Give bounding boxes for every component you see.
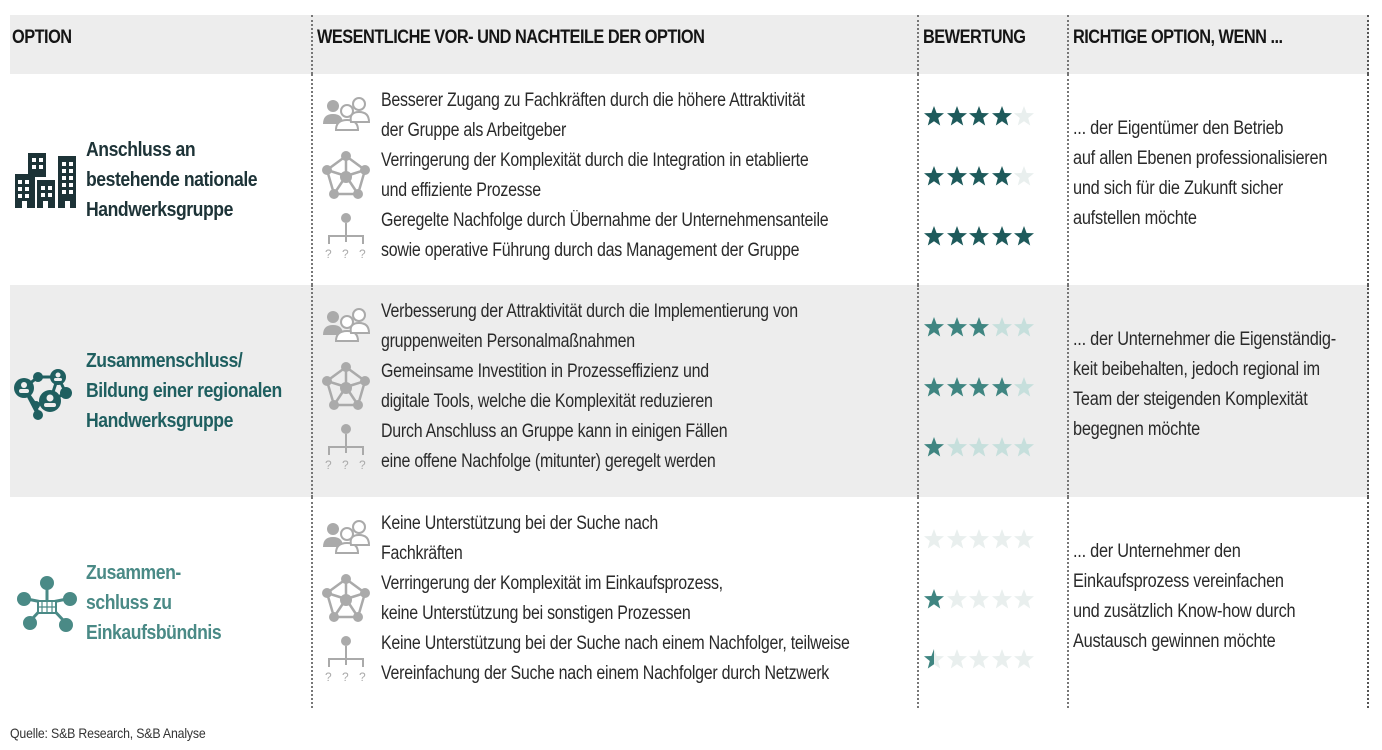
buildings-icon — [12, 150, 82, 210]
star-icon — [991, 316, 1013, 338]
star-icon — [968, 436, 990, 458]
star-rating — [923, 629, 1036, 689]
star-icon — [991, 436, 1013, 458]
header-pros — [311, 15, 917, 74]
when-text-line: aufstellen möchte — [1073, 208, 1197, 229]
when-text-line: und sich für die Zukunft sicher — [1073, 178, 1283, 199]
when-cell — [1067, 285, 1369, 497]
header-option — [10, 15, 311, 74]
option-title-line: Bildung einer regionalen — [86, 380, 282, 402]
when-text-line: auf allen Ebenen professionalisieren — [1073, 148, 1328, 169]
star-icon — [923, 316, 945, 338]
connected-people-icon — [12, 361, 82, 421]
star-icon — [968, 588, 990, 610]
star-icon — [968, 376, 990, 398]
star-icon — [946, 165, 968, 187]
svg-text:?: ? — [359, 247, 366, 261]
svg-text:?: ? — [359, 670, 366, 684]
when-text-line: ... der Unternehmer den — [1073, 541, 1241, 562]
header-pros-label: WESENTLICHE VOR- UND NACHTEILE DER OPTION — [317, 27, 705, 48]
option-title-line: bestehende nationale — [86, 168, 258, 191]
item-text-line: sowie operative Führung durch das Management der Gruppe — [381, 240, 800, 261]
pros-cons-cell — [311, 285, 917, 497]
table-row — [10, 497, 1369, 708]
star-rating — [923, 417, 1036, 477]
star-rating — [923, 86, 1036, 146]
list-item — [321, 146, 914, 206]
header-rating-label: BEWERTUNG — [923, 27, 1026, 48]
item-text-line: Keine Unterstützung bei der Suche nach einem Nachfolger, teilweise — [381, 633, 850, 654]
network-icon — [321, 150, 371, 202]
header-option-label: OPTION — [12, 27, 72, 48]
star-icon — [946, 436, 968, 458]
item-text-line: Verringerung der Komplexität im Einkaufsprozess, — [381, 573, 723, 594]
list-item — [321, 509, 939, 569]
star-icon — [946, 105, 968, 127]
item-text-line: Besserer Zugang zu Fachkräften durch die höhere Attraktivität — [381, 90, 805, 111]
people-icon — [321, 301, 371, 353]
svg-text:?: ? — [325, 670, 332, 684]
pros-cons-cell — [311, 497, 917, 708]
header-when — [1067, 15, 1369, 74]
table-row — [10, 74, 1369, 285]
star-icon — [923, 225, 945, 247]
item-text-line: und effiziente Prozesse — [381, 180, 541, 201]
list-item — [321, 357, 877, 417]
table-row — [10, 285, 1369, 497]
when-text-line: begegnen möchte — [1073, 419, 1200, 440]
list-item — [321, 206, 914, 266]
list-item — [321, 417, 877, 477]
people-icon — [321, 90, 371, 142]
item-text-line: digitale Tools, welche die Komplexität reduzieren — [381, 391, 713, 412]
list-item — [321, 86, 914, 146]
star-icon — [968, 648, 990, 670]
star-icon — [923, 436, 945, 458]
option-title-line: Handwerksgruppe — [86, 410, 233, 432]
header-when-label: RICHTIGE OPTION, WENN ... — [1073, 27, 1283, 48]
star-icon — [991, 225, 1013, 247]
star-icon — [991, 648, 1013, 670]
comparison-table — [10, 15, 1369, 708]
star-icon — [1013, 316, 1035, 338]
option-cell — [10, 285, 311, 497]
item-text-line: Verbesserung der Attraktivität durch die Implementierung von — [381, 301, 798, 322]
option-cell — [10, 74, 311, 285]
star-icon — [1013, 648, 1035, 670]
when-cell — [1067, 497, 1369, 708]
succession-icon — [321, 210, 371, 262]
star-icon — [946, 648, 968, 670]
star-rating — [923, 357, 1036, 417]
star-icon — [968, 225, 990, 247]
star-icon — [946, 316, 968, 338]
star-icon — [946, 225, 968, 247]
list-item — [321, 297, 877, 357]
network-icon — [321, 361, 371, 413]
star-icon — [923, 105, 945, 127]
star-icon — [946, 528, 968, 550]
svg-text:?: ? — [342, 458, 349, 472]
item-text-line: der Gruppe als Arbeitgeber — [381, 120, 567, 141]
when-text-line: ... der Eigentümer den Betrieb — [1073, 118, 1284, 139]
star-icon — [1013, 225, 1035, 247]
star-icon — [1013, 436, 1035, 458]
star-icon — [991, 165, 1013, 187]
star-icon — [923, 528, 945, 550]
option-title-line: Zusammenschluss/ — [86, 350, 243, 372]
when-text-line: ... der Unternehmer die Eigenständig- — [1073, 329, 1336, 350]
pros-cons-cell — [311, 74, 917, 285]
rating-cell — [917, 74, 1067, 285]
star-icon — [946, 376, 968, 398]
star-icon — [991, 528, 1013, 550]
star-icon — [968, 165, 990, 187]
star-icon — [923, 376, 945, 398]
option-title-line: schluss zu — [86, 591, 172, 614]
item-text-line: Vereinfachung der Suche nach einem Nachfolger durch Netzwerk — [381, 663, 829, 684]
list-item — [321, 629, 939, 689]
network-icon — [321, 573, 371, 625]
when-text-line: Austausch gewinnen möchte — [1073, 631, 1276, 652]
item-text-line: Gemeinsame Investition in Prozesseffizienz und — [381, 361, 709, 382]
item-text-line: eine offene Nachfolge (mitunter) geregelt werden — [381, 451, 716, 472]
item-text-line: Fachkräften — [381, 543, 463, 564]
svg-text:?: ? — [325, 458, 332, 472]
item-text-line: Keine Unterstützung bei der Suche nach — [381, 513, 659, 534]
star-icon — [923, 165, 945, 187]
svg-text:?: ? — [325, 247, 332, 261]
list-item — [321, 569, 939, 629]
star-rating — [923, 146, 1036, 206]
option-title — [86, 135, 257, 225]
star-icon — [1013, 376, 1035, 398]
header-rating — [917, 15, 1067, 74]
star-icon — [1013, 528, 1035, 550]
star-rating — [923, 206, 1036, 266]
succession-icon — [321, 421, 371, 473]
item-text-line: gruppenweiten Personalmaßnahmen — [381, 331, 635, 352]
option-cell — [10, 497, 311, 708]
option-title-line: Zusammen- — [86, 561, 181, 584]
svg-text:?: ? — [342, 247, 349, 261]
item-text-line: Durch Anschluss an Gruppe kann in einigen Fällen — [381, 421, 728, 442]
item-text-line: Verringerung der Komplexität durch die Integration in etablierte — [381, 150, 809, 171]
option-title-line: Einkaufsbündnis — [86, 621, 222, 644]
star-icon — [923, 648, 945, 670]
star-icon — [968, 528, 990, 550]
option-title — [86, 558, 221, 648]
star-icon — [968, 105, 990, 127]
svg-text:?: ? — [359, 458, 366, 472]
star-rating — [923, 509, 1036, 569]
rating-cell — [917, 497, 1067, 708]
star-icon — [968, 316, 990, 338]
star-icon — [1013, 588, 1035, 610]
svg-text:?: ? — [342, 670, 349, 684]
star-rating — [923, 569, 1036, 629]
item-text-line: keine Unterstützung bei sonstigen Prozessen — [381, 603, 691, 624]
source-note: Quelle: S&B Research, S&B Analyse — [10, 725, 206, 741]
star-icon — [991, 105, 1013, 127]
when-text-line: Einkaufsprozess vereinfachen — [1073, 571, 1284, 592]
item-text-line: Geregelte Nachfolge durch Übernahme der Unternehmensanteile — [381, 210, 829, 231]
rating-cell — [917, 285, 1067, 497]
when-text-line: Team der steigenden Komplexität — [1073, 389, 1308, 410]
star-icon — [946, 588, 968, 610]
star-rating — [923, 297, 1036, 357]
shopping-basket-network-icon — [12, 573, 82, 633]
succession-icon — [321, 633, 371, 685]
option-title — [86, 346, 282, 436]
when-text-line: und zusätzlich Know-how durch — [1073, 601, 1296, 622]
option-title-line: Handwerksgruppe — [86, 198, 233, 221]
star-icon — [1013, 105, 1035, 127]
star-icon — [991, 376, 1013, 398]
when-text-line: keit beibehalten, jedoch regional im — [1073, 359, 1320, 380]
table-header — [10, 15, 1369, 74]
option-title-line: Anschluss an — [86, 138, 196, 161]
people-icon — [321, 513, 371, 565]
star-icon — [991, 588, 1013, 610]
star-icon — [923, 588, 945, 610]
when-cell — [1067, 74, 1369, 285]
star-icon — [1013, 165, 1035, 187]
